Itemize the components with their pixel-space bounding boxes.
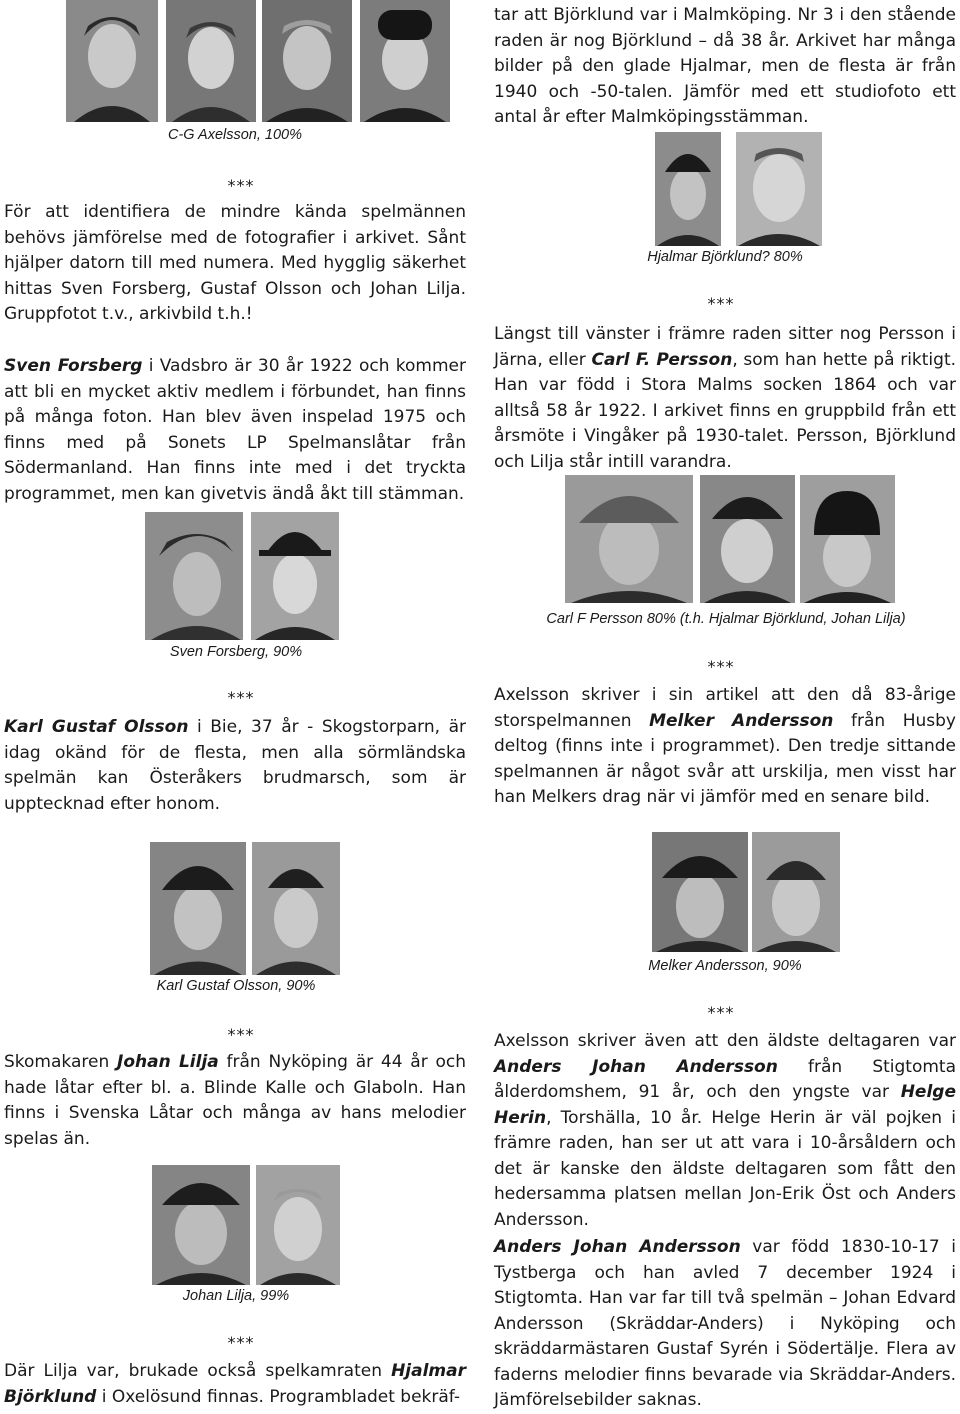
caption-johan-lilja: Johan Lilja, 99% (182, 1288, 290, 1304)
photo-sven-forsberg-2 (251, 512, 339, 640)
separator: *** (227, 688, 255, 707)
photo-sven-forsberg-1 (145, 512, 243, 640)
separator: *** (707, 657, 735, 676)
separator: *** (227, 176, 255, 195)
photo-karl-gustaf-2 (252, 842, 340, 975)
caption-melker: Melker Andersson, 90% (648, 958, 802, 974)
separator: *** (707, 1003, 735, 1022)
caption-sven-forsberg: Sven Forsberg, 90% (169, 644, 303, 660)
caption-hjalmar: Hjalmar Björklund? 80% (647, 249, 803, 265)
name-hjalmar-bjorklund: Hjalmar Björklund (4, 1361, 466, 1407)
photo-johan-lilja-2 (256, 1165, 340, 1285)
photo-cg-axelsson-3 (262, 0, 352, 122)
paragraph-sven-forsberg: Sven Forsberg i Vadsbro är 30 år 1922 och kommer att bli en mycket aktiv medlem i förbundet, han finns på många foton. Han blev även inspelad 1975 och finns med på Sonets LP Spelmanslåtar från Södermanland. Han finns inte med i det tryckta programmet, men kan givetvis ändå åkt till stämman. (4, 356, 467, 504)
paragraph-anders-johan: Anders Johan Andersson var född 1830-10-17 i Tystberga och han avled 7 december 1924 i Stigtomta. Han var far till två spelmän – Johan Edvard Andersson (Skräddar-Anders) i Nyköping och skräddarmästaren Gustaf Syrén i Södertälje. Flera av faderns melodier finns bevarade via Skräddar-Anders. Jämförelsebilder saknas. (494, 1237, 956, 1410)
paragraph-hjalmar-intro: Där Lilja var, brukade också spelkamraten Hjalmar Björklund i Oxelösund finnas. Programbladet bekräf- (4, 1361, 466, 1407)
photo-melker-1 (652, 832, 748, 952)
paragraph-johan-lilja: Skomakaren Johan Lilja från Nyköping är 44 år och hade låtar efter bl. a. Blinde Kalle och Glaboln. Han finns i Svenska Låtar och många av hans melodier spelas än. (4, 1052, 467, 1149)
name-sven-forsberg: Sven Forsberg (4, 356, 143, 376)
name-melker-andersson: Melker Andersson (649, 710, 834, 731)
photo-johan-lilja-1 (152, 1165, 250, 1285)
name-carl-persson: Carl F. Persson (591, 349, 733, 370)
name-anders-johan-andersson-2: Anders Johan Andersson (494, 1237, 741, 1257)
photo-cg-axelsson-2 (166, 0, 256, 122)
photo-carl-persson-3 (800, 475, 895, 603)
name-anders-johan-andersson: Anders Johan Andersson (494, 1056, 778, 1077)
paragraph-karl-gustaf: Karl Gustaf Olsson i Bie, 37 år - Skogstorparn, är idag okänd för de flesta, men alla sörmländska spelmän kan Österåkers brudmarsch, som är upptecknad efter honom. (4, 717, 466, 814)
name-helge-herin: Helge Herin (494, 1082, 956, 1128)
name-johan-lilja: Johan Lilja (117, 1052, 219, 1072)
paragraph-identifiera: För att identifiera de mindre kända spelmännen behövs jämförelse med de fotografier i arkivet. Sånt hjälper datorn till med numera. Med hygglig säkerhet hittas Sven Forsberg, Gustaf Olsson och Johan Lilja. Gruppfotot t.v., arkivbild t.h.! (4, 202, 466, 324)
caption-cg-axelsson: C-G Axelsson, 100% (167, 127, 303, 143)
photo-carl-persson-2 (700, 475, 795, 603)
paragraph-aldste-deltagaren: Axelsson skriver även att den äldste deltagaren var Anders Johan Andersson från Stigtomta ålderdomshem, 91 år, och den yngste var Helge Herin, Torshälla, 10 år. Helge Herin är väl pojken i främre raden, han ser ut att vara i 10-årsåldern och det är kanske den äldste deltagaren som fått den hedersamma platsen mellan Jon-Erik Öst och Anders Andersson. (494, 1031, 956, 1230)
caption-karl-gustaf: Karl Gustaf Olsson, 90% (156, 978, 316, 994)
photo-cg-axelsson-1 (66, 0, 158, 122)
separator: *** (227, 1025, 255, 1044)
photo-cg-axelsson-4 (360, 0, 450, 122)
separator: *** (227, 1333, 255, 1352)
photo-melker-2 (752, 832, 840, 952)
paragraph-carl-persson: Längst till vänster i främre raden sitter nog Persson i Järna, eller Carl F. Persson, som han hette på riktigt. Han var född i Stora Malms socken 1864 och var alltså 58 år 1922. I arkivet finns en gruppbild från ett årsmöte i Vingåker på 1930-talet. Persson, Björklund och Lilja står intill varandra. (494, 324, 957, 472)
paragraph-bjorklund: tar att Björklund var i Malmköping. Nr 3 i den stående raden är nog Björklund – då 38 år. Arkivet har många bilder på den glade Hjalmar, men de flesta är från 1940 och -50-talen. Jämför med ett studiofoto ett antal år efter Malmköpingsstämman. (494, 5, 956, 127)
photo-hjalmar-2 (736, 132, 822, 246)
separator: *** (707, 294, 735, 313)
name-karl-gustaf: Karl Gustaf Olsson (4, 717, 189, 737)
caption-carl-persson: Carl F Persson 80% (t.h. Hjalmar Björklund, Johan Lilja) (546, 611, 906, 627)
paragraph-melker: Axelsson skriver i sin artikel att den då 83-årige storspelmannen Melker Andersson från Husby deltog (finns inte i programmet). Den tredje sittande spelmannen är något svår att urskilja, men visst har han Melkers drag när vi jämför med en senare bild. (494, 685, 956, 807)
photo-karl-gustaf-1 (150, 842, 246, 975)
photo-hjalmar-1 (655, 132, 721, 246)
photo-carl-persson-1 (565, 475, 693, 603)
